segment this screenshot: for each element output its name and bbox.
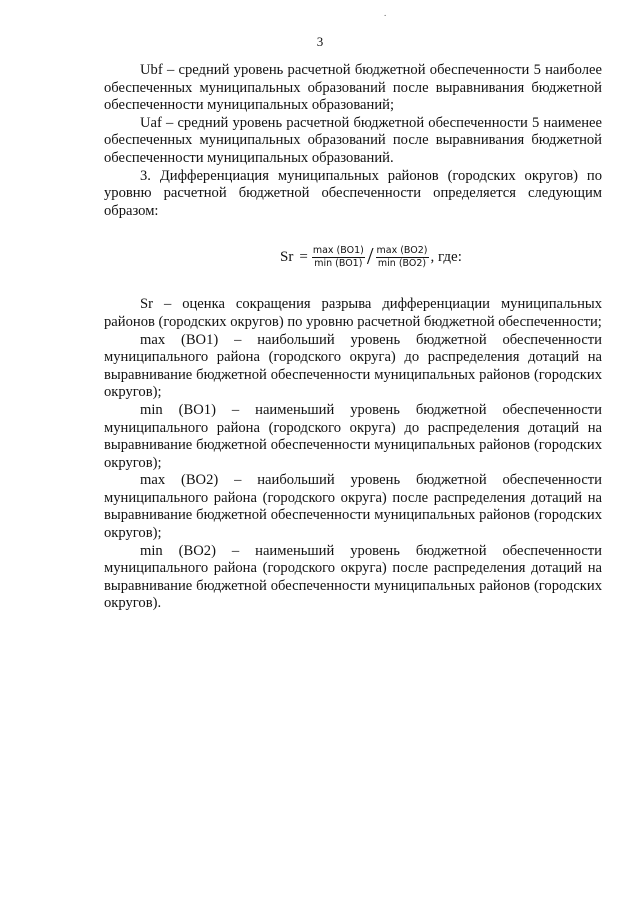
scan-dot: . (384, 8, 387, 18)
paragraph-max-bo1-definition: max (BO1) – наибольший уровень бюджетной обеспеченности муниципального района (городского округа) до распределения дотаций на выравнивание бюджетной обеспеченности муниципальных районов (городских округов); (104, 331, 602, 401)
page-number: 3 (316, 34, 324, 49)
paragraph-min-bo1-definition: min (BO1) – наименьший уровень бюджетной обеспеченности муниципального района (городского округа) до распределения дотаций на выравнивание бюджетной обеспеченности муниципальных районов (городских округов); (104, 401, 602, 471)
fraction-bo1 (312, 245, 365, 270)
fraction-bo2-denominator: min (BO2) (377, 257, 427, 269)
fraction-bo2 (376, 245, 429, 270)
paragraph-sr-definition: Sr – оценка сокращения разрыва дифференциации муниципальных районов (городских округов) по уровню расчетной бюджетной обеспеченности; (104, 296, 602, 330)
fraction-bo1-numerator: max (BO1) (312, 244, 364, 256)
fraction-bo2-numerator: max (BO2) (376, 244, 428, 256)
formula-divide: / (366, 244, 374, 271)
paragraph-min-bo2-definition: min (BO2) – наименьший уровень бюджетной обеспеченности муниципального района (городского округа) после распределения дотаций на выравнивание бюджетной обеспеченности муниципальных районов (городских округов). (104, 542, 602, 612)
paragraph-differentiation-intro: 3. Дифференциация муниципальных районов (городских округов) по уровню расчетной бюджетной обеспеченности определяется следующим образом: (104, 167, 602, 219)
fraction-bo1-denominator: min (BO1) (314, 257, 363, 269)
formula-lhs: Sr (280, 248, 294, 265)
formula-tail: , где: (430, 248, 462, 265)
sr-formula (280, 240, 602, 274)
paragraph-uaf-definition: Uaf – средний уровень расчетной бюджетной обеспеченности 5 наименее обеспеченных муниципальных образований после выравнивания бюджетной обеспеченности муниципальных образований. (104, 114, 602, 166)
formula-equals: = (299, 248, 308, 265)
document-body (104, 62, 602, 613)
paragraph-max-bo2-definition: max (BO2) – наибольший уровень бюджетной обеспеченности муниципального района (городского округа) после распределения дотаций на выравнивание бюджетной обеспеченности муниципальных районов (городских округов); (104, 472, 602, 542)
paragraph-ubf-definition: Ubf – средний уровень расчетной бюджетной обеспеченности 5 наиболее обеспеченных муниципальных образований после выравнивания бюджетной обеспеченности муниципальных образований; (104, 62, 602, 114)
